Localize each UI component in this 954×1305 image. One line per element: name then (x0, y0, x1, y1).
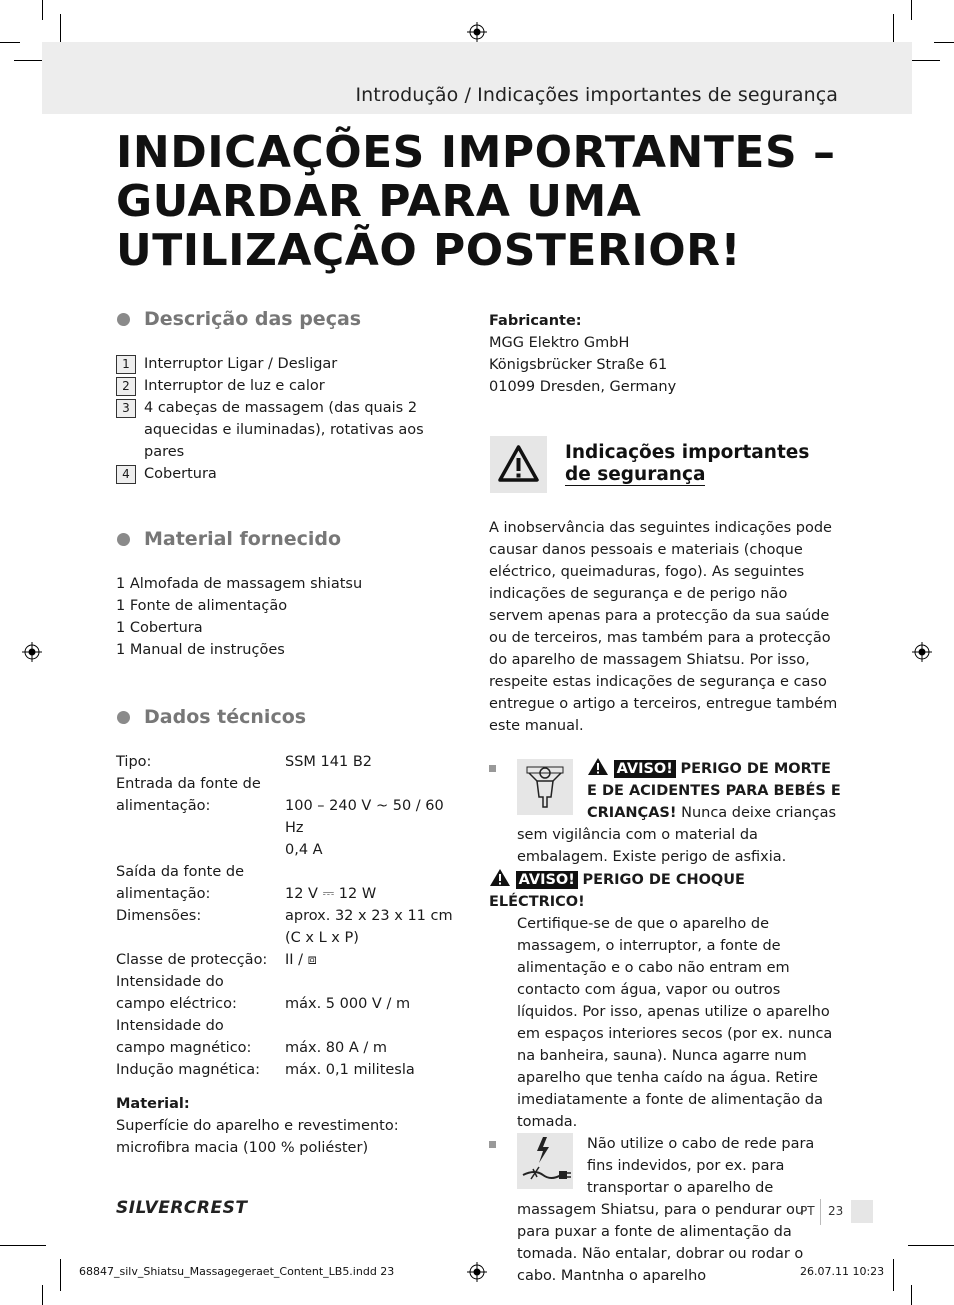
warning-caps: PERIGO DE MORTE E DE ACIDENTES PARA BEBÉS E CRIANÇAS! (587, 761, 841, 821)
print-slug-file: 68847_silv_Shiatsu_Massagegeraet_Content_LB5.indd 23 (79, 1265, 395, 1278)
bullet-dot-icon (117, 313, 130, 326)
warning-children (489, 757, 841, 1133)
crop-mark (908, 60, 940, 61)
warning-triangle-icon (489, 868, 511, 887)
warning-label: AVISO! (516, 871, 578, 889)
crop-mark (911, 0, 912, 20)
warning-triangle-icon (587, 757, 609, 776)
crop-mark (60, 1259, 61, 1291)
section-heading-tech: Dados técnicos (116, 703, 461, 731)
table-row: Intensidade do (116, 1018, 224, 1034)
manufacturer-label: Fabricante: (489, 313, 582, 329)
cable-warning-text: Não utilize o cabo de rede para fins indevidos, por ex. para transportar o aparelho de massagem Shiatsu, para o pendurar ou para puxar a fonte de alimentação da tomada. Não entalar, dobrar ou rodar o cabo. Mantnha o aparelho (517, 1136, 815, 1284)
crop-mark (42, 1285, 43, 1305)
table-row: Tipo: SSM 141 B2 (116, 754, 372, 770)
crop-mark (0, 42, 20, 43)
bullet-dot-icon (117, 533, 130, 546)
material-label: Material: (116, 1096, 190, 1112)
list-item: 1 Fonte de alimentação (116, 598, 288, 614)
warning-triangle-box (490, 436, 547, 493)
table-row: Entrada da fonte de (116, 776, 261, 792)
list-item: 1 Manual de instruções (116, 642, 285, 658)
table-row: campo eléctrico: máx. 5 000 V / m (116, 996, 411, 1012)
bullet-square-icon (489, 765, 496, 772)
list-item: 1 Almofada de massagem shiatsu (116, 576, 363, 592)
registration-mark-icon (22, 642, 42, 662)
warning-electric (489, 868, 841, 913)
list-item: 4 Cobertura (116, 463, 461, 485)
crop-mark (908, 1245, 940, 1246)
material-line: microfibra macia (100 % poliéster) (116, 1140, 369, 1156)
table-row: alimentação: 100 – 240 V ~ 50 / 60 Hz (116, 798, 444, 836)
part-number: 2 (116, 377, 136, 396)
table-row: 0,4 A (285, 842, 323, 858)
child-warning-icon (517, 759, 573, 815)
registration-mark-icon (467, 1262, 487, 1282)
bullet-square-icon (489, 1141, 496, 1148)
manufacturer-line: MGG Elektro GmbH (489, 335, 630, 351)
table-row: Dimensões: aprox. 32 x 23 x 11 cm (116, 908, 453, 924)
table-row: alimentação: 12 V ⎓ 12 W (116, 886, 377, 902)
safety-heading: Indicações importantes de segurança (565, 442, 810, 485)
page-number: 23 (828, 1204, 844, 1218)
footer-divider (820, 1199, 821, 1225)
crop-mark (911, 1285, 912, 1305)
header-band (42, 42, 912, 114)
warning-text: Nunca deixe crianças sem vigilância com o material da embalagem. Existe perigo de asfixia. (517, 805, 837, 865)
list-item: 1 Cobertura (116, 620, 203, 636)
warning-caps: PERIGO DE CHOQUE ELÉCTRICO! (489, 872, 745, 910)
registration-mark-icon (467, 22, 487, 42)
warning-text: Certifique-se de que o aparelho de massagem, o interruptor, a fonte de alimentação e o cabo não entram em contacto com água, vapor ou outros líquidos. Por isso, apenas utilize o aparelho em espaços interiores secos (por ex. nunca na banheira, sauna). Nunca agarre num aparelho que tenha caído na água. Retire imediatamente a fonte de alimentação da tomada. (517, 916, 833, 1130)
cable-warning-icon (517, 1133, 573, 1189)
crop-mark (934, 42, 954, 43)
crop-mark (893, 1259, 894, 1291)
table-row: Indução magnética: máx. 0,1 militesla (116, 1062, 415, 1078)
table-row: Intensidade do (116, 974, 224, 990)
list-item: 2 Interruptor de luz e calor (116, 375, 461, 397)
table-row: Saída da fonte de (116, 864, 245, 880)
table-row: campo magnético: máx. 80 A / m (116, 1040, 388, 1056)
left-column (116, 305, 461, 1159)
part-number: 3 (116, 399, 136, 418)
part-number: 1 (116, 355, 136, 374)
registration-mark-icon (912, 642, 932, 662)
running-title: Introdução / Indicações importantes de segurança (355, 84, 838, 106)
supply-list (116, 573, 461, 661)
brand-logo: SILVERCREST (116, 1198, 248, 1218)
footer-tab (851, 1200, 873, 1223)
list-item: 1 Interruptor Ligar / Desligar (116, 353, 461, 375)
part-number: 4 (116, 465, 136, 484)
page-title: INDICAÇÕES IMPORTANTES – GUARDAR PARA UMA UTILIZAÇÃO POSTERIOR! (116, 127, 836, 276)
warning-label: AVISO! (614, 760, 676, 778)
parts-list (116, 353, 461, 485)
bullet-dot-icon (117, 711, 130, 724)
warning-triangle-icon (490, 436, 547, 493)
table-row: (C x L x P) (285, 930, 359, 946)
material-line: Superfície do aparelho e revestimento: (116, 1118, 399, 1134)
table-row: Classe de protecção: II / ⧈ (116, 952, 317, 968)
section-heading-supply: Material fornecido (116, 525, 461, 553)
print-slug-date: 26.07.11 10:23 (800, 1265, 885, 1278)
language-code: PT (800, 1204, 815, 1218)
safety-heading-block (489, 436, 841, 496)
tech-table (116, 751, 461, 1081)
manufacturer-line: 01099 Dresden, Germany (489, 379, 677, 395)
safety-intro: A inobservância das seguintes indicações pode causar danos pessoais e materiais (choque eléctrico, queimaduras, fogo). As seguintes indicações de segurança e de perigo não servem apenas para a protecção da sua saúde ou de terceiros, mas também para a protecção do aparelho de massagem Shiatsu. Por isso, respeite estas indicações de segurança e caso entregue o artigo a terceiros, entregue também este manual. (489, 520, 838, 734)
list-item: 3 4 cabeças de massagem (das quais 2 aquecidas e iluminadas), rotativas aos pares (116, 397, 461, 463)
section-heading-parts: Descrição das peças (116, 305, 461, 333)
manufacturer-line: Königsbrücker Straße 61 (489, 357, 668, 373)
crop-mark (42, 0, 43, 20)
crop-mark (14, 1245, 46, 1246)
